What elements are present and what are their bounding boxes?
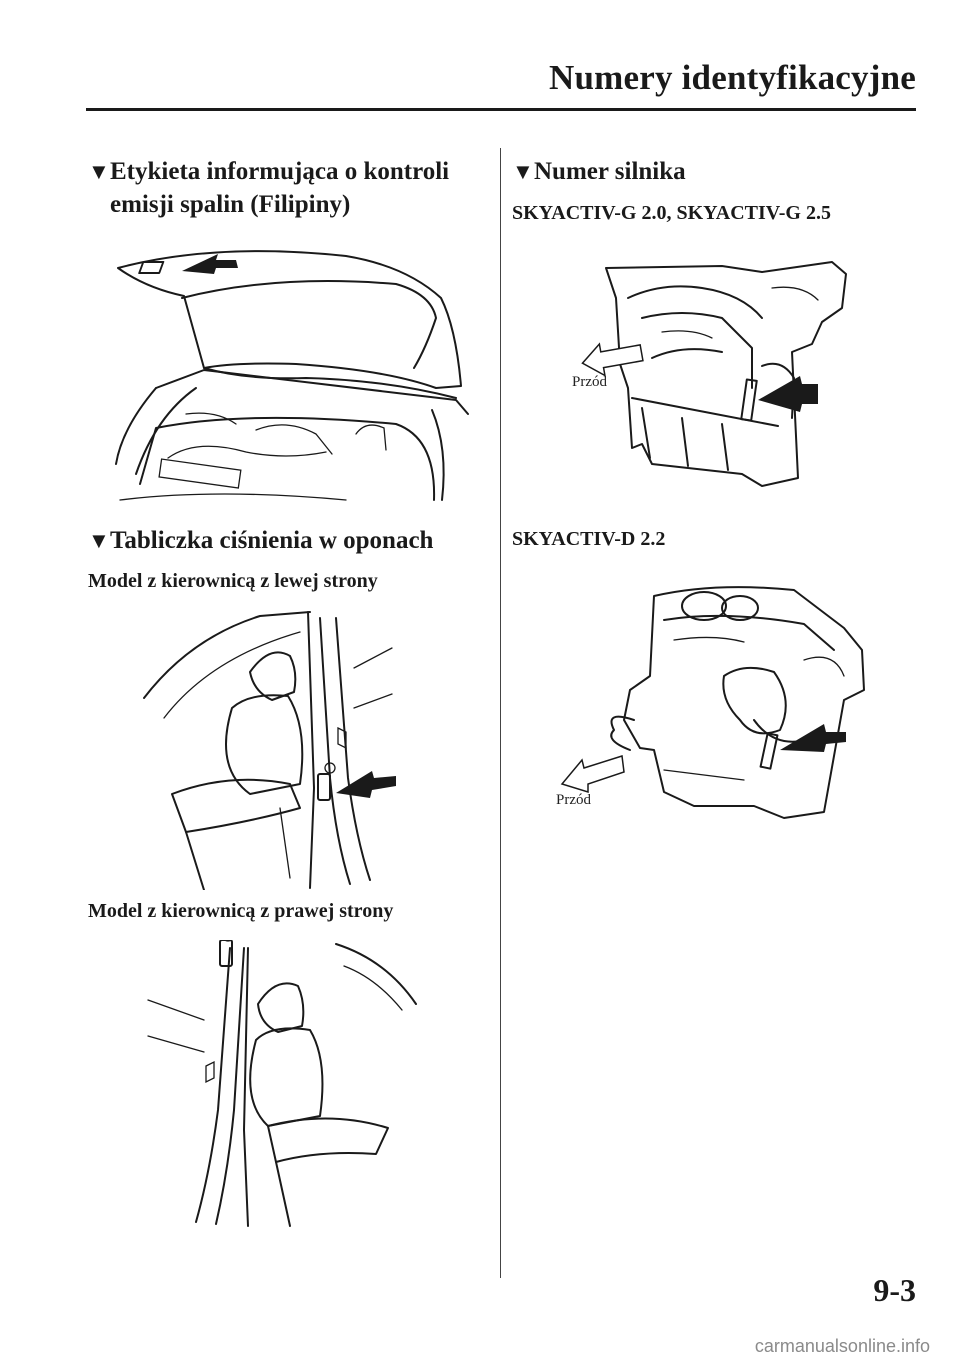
lhd-caption: Model z kierownicą z lewej strony (88, 570, 378, 592)
page-header-title: Numery identyfikacyjne (549, 58, 916, 97)
column-divider (500, 148, 501, 1278)
petrol-engine-illustration (572, 248, 862, 498)
triangle-marker-icon: ▼ (512, 159, 534, 184)
diesel-engine-illustration (544, 580, 872, 828)
rhd-caption: Model z kierownicą z prawej strony (88, 900, 394, 922)
page-number: 9-3 (873, 1272, 916, 1308)
door-pillar-rhd-illustration (140, 940, 418, 1228)
hood-open-illustration (96, 238, 474, 508)
engine-title: Numer silnika (534, 158, 686, 185)
front-label-petrol: Przód (572, 374, 607, 390)
header-divider (86, 108, 916, 111)
triangle-marker-icon: ▼ (88, 159, 110, 184)
petrol-engine-caption: SKYACTIV-G 2.0, SKYACTIV-G 2.5 (512, 202, 831, 224)
diesel-engine-caption: SKYACTIV-D 2.2 (512, 528, 666, 550)
watermark: carmanualsonline.info (754, 1336, 930, 1356)
section-title-engine-number (512, 155, 686, 189)
emission-title-line-2: emisji spalin (Filipiny) (110, 191, 351, 218)
section-title-emission-label (88, 155, 449, 189)
emission-title-line-1: Etykieta informująca o kontroli (110, 158, 450, 185)
section-title-tire-pressure (88, 524, 433, 558)
triangle-marker-icon: ▼ (88, 528, 110, 553)
front-label-diesel: Przód (556, 792, 591, 808)
door-pillar-lhd-illustration (140, 608, 400, 890)
tire-title: Tabliczka ciśnienia w oponach (110, 527, 434, 554)
